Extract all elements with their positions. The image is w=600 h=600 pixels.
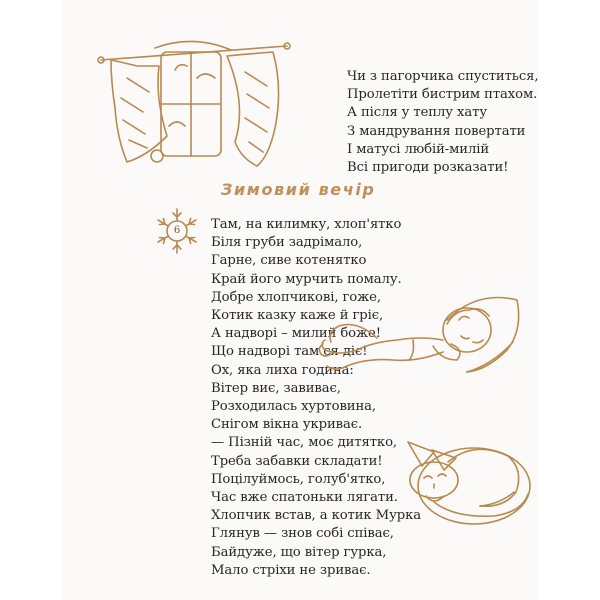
book-page [62, 0, 538, 600]
poem-line: Час вже спатоньки лягати. [211, 490, 398, 506]
sleeping-kitten-icon [404, 422, 534, 532]
poem-line: Котик казку каже й гріє, [211, 308, 384, 324]
poem-line: Мало стріхи не зриває. [211, 562, 371, 578]
poem-line: З мандрування повертати [347, 123, 526, 139]
window-curtain-icon [97, 38, 297, 178]
poem-line: А надворі – милий боже! [211, 326, 381, 342]
poem-line: Байдуже, що вітер гурка, [211, 544, 387, 560]
poem-line: Хлопчик встав, а котик Мурка [211, 508, 421, 524]
poem-line: Всі пригоди розказати! [347, 160, 509, 176]
poem-line: Там, на килимку, хлоп'ятко [211, 217, 402, 232]
poem-line: Що надворі там ся діє! [211, 344, 368, 360]
poem-line: Поцілуймось, голуб'ятко, [211, 471, 386, 487]
poem-line: Розходилась хуртовина, [211, 399, 377, 415]
poem-title: Зимовий вечір [221, 180, 376, 199]
poem-line: Ох, яка лиха година: [211, 362, 354, 378]
poem-line: А після у теплу хату [347, 105, 487, 121]
poem-line: Снігом вікна укриває. [211, 417, 363, 433]
poem-line: Чи з пагорчика спуститься, [347, 69, 539, 84]
poem-line: Гарне, сиве котенятко [211, 253, 367, 269]
poem-line: Край його мурчить помалу. [211, 271, 402, 287]
poem-line: І матусі любій-милій [347, 141, 490, 157]
poem-line: — Пізній час, моє дитятко, [211, 435, 397, 451]
page-number: 6 [173, 225, 181, 236]
poem-line: Добре хлопчикові, гоже, [211, 289, 381, 305]
poem-line: Вітер виє, завиває, [211, 380, 341, 396]
sleeping-boy-icon [317, 280, 527, 390]
poem-line: Біля груби задрімало, [211, 235, 363, 251]
poem-line: Глянув — знов собі співає, [211, 526, 394, 542]
poem-line: Пролетіти бистрим птахом. [347, 87, 538, 103]
poem-top-stanza [347, 68, 539, 177]
poem-main-stanza [211, 216, 421, 580]
poem-line: Треба забавки складати! [211, 453, 383, 469]
